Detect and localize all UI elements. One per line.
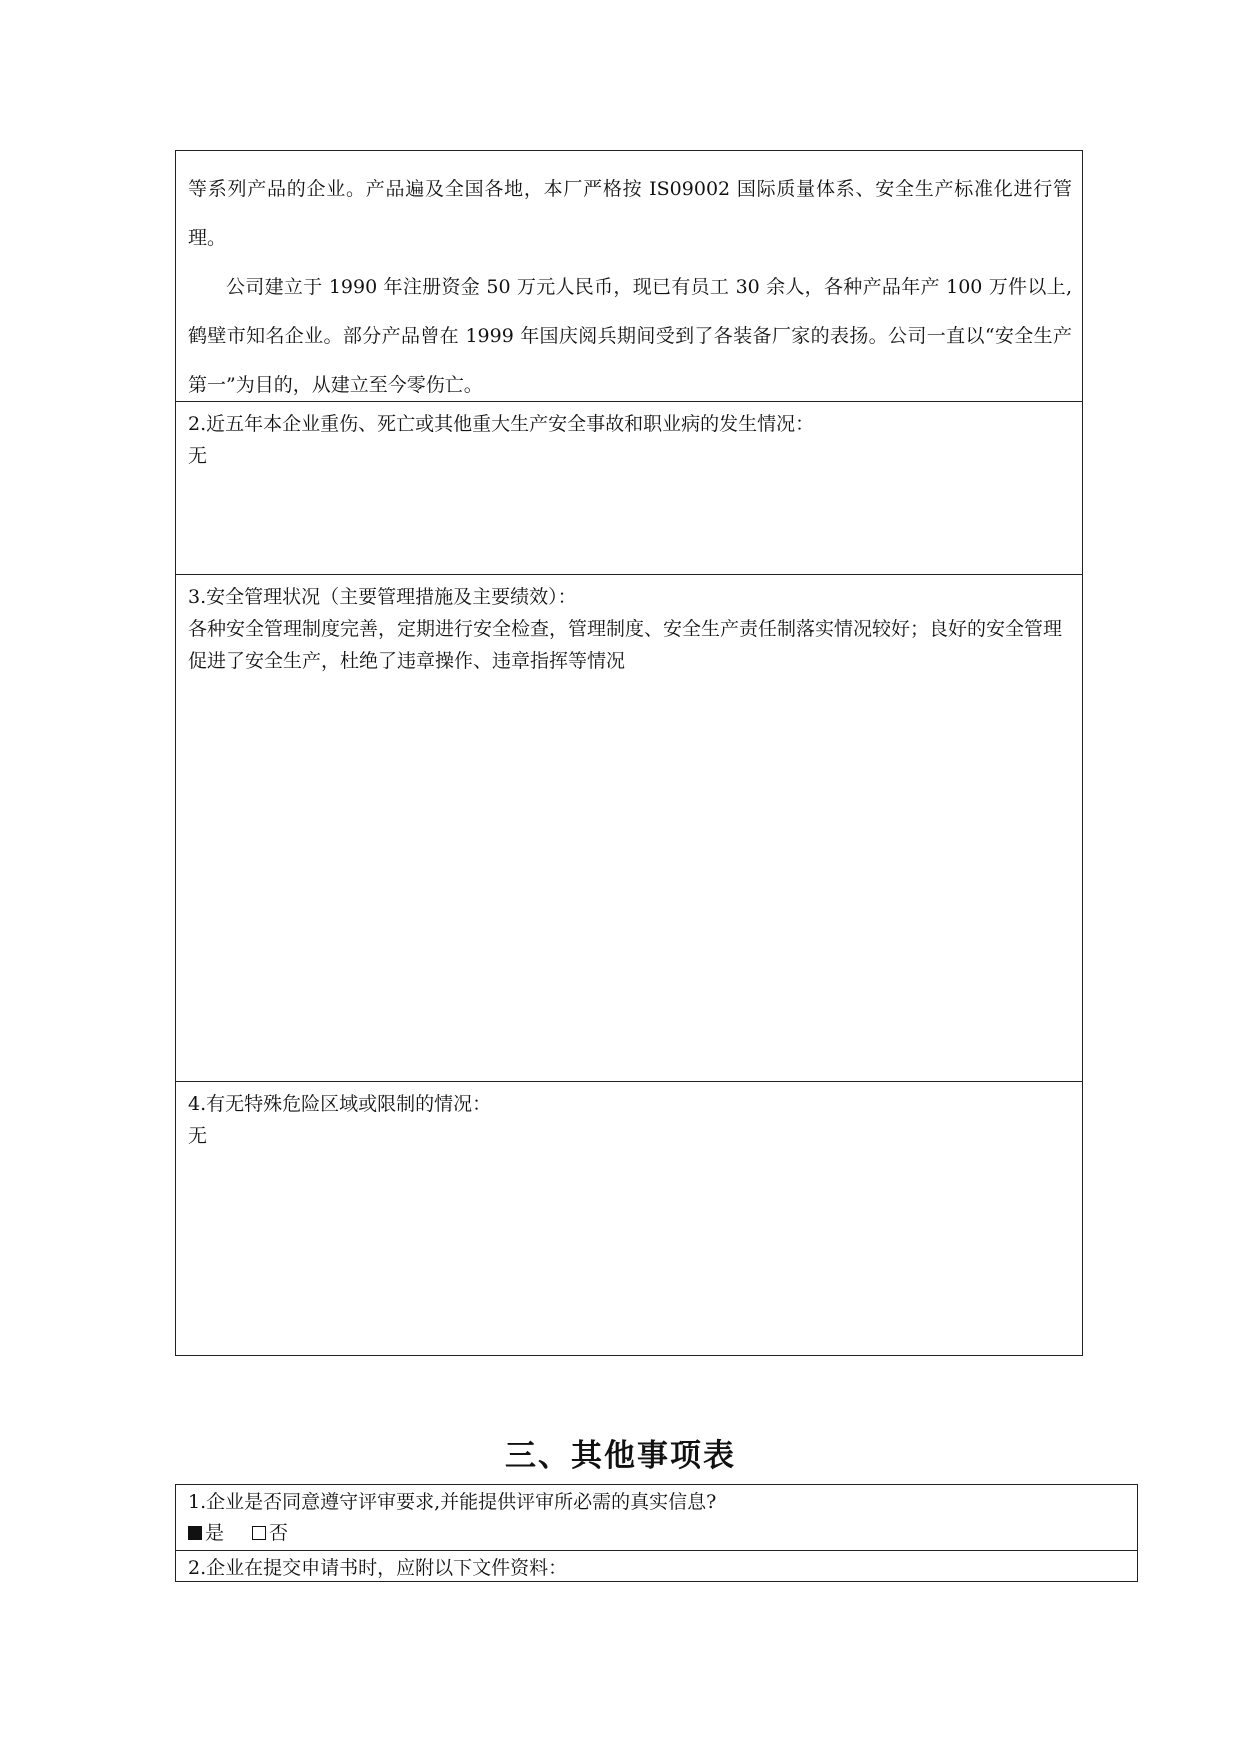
company-intro-cell [176, 151, 1082, 401]
unchecked-box-icon[interactable] [252, 1526, 266, 1540]
other-matters-table [175, 1484, 1138, 1582]
option-no[interactable] [252, 1518, 288, 1549]
hazard-areas-value: 无 [188, 1125, 208, 1147]
accidents-label: 2.近五年本企业重伤、死亡或其他重大生产安全事故和职业病的发生情况： [188, 413, 815, 435]
question-1-label: 1.企业是否同意遵守评审要求,并能提供评审所必需的真实信息? [188, 1491, 717, 1513]
intro-paragraph-2: 公司建立于 1990 年注册资金 50 万元人民币，现已有员工 30 余人，各种产品年产 100 万件以上,鹤壁市知名企业。部分产品曾在 1999 年国庆阅兵期间受到了各装备厂家的表扬。公司一直以“安全生产第一”为目的，从建立至今零伤亡。 [188, 276, 1072, 396]
option-no-label: 否 [269, 1522, 289, 1544]
safety-management-value: 各种安全管理制度完善，定期进行安全检查，管理制度、安全生产责任制落实情况较好；良好的安全管理促进了安全生产，杜绝了违章操作、违章指挥等情况 [188, 618, 1063, 672]
accidents-cell [176, 401, 1082, 574]
option-yes[interactable] [188, 1518, 224, 1549]
intro-paragraph-1: 等系列产品的企业。产品遍及全国各地，本厂严格按 IS09002 国际质量体系、安全生产标准化进行管理。 [188, 178, 1072, 249]
checked-box-icon[interactable] [188, 1526, 202, 1540]
question-2-label: 2.企业在提交申请书时，应附以下文件资料： [188, 1557, 568, 1579]
question-1-options [188, 1522, 316, 1544]
question-1-row [176, 1485, 1137, 1550]
info-table [175, 150, 1083, 1356]
accidents-value: 无 [188, 445, 208, 467]
section-title: 三、其他事项表 [505, 1438, 736, 1474]
safety-management-label: 3.安全管理状况（主要管理措施及主要绩效）： [188, 586, 577, 608]
option-yes-label: 是 [205, 1522, 225, 1544]
hazard-areas-label: 4.有无特殊危险区域或限制的情况： [188, 1093, 492, 1115]
safety-management-cell [176, 574, 1082, 1081]
hazard-areas-cell [176, 1081, 1082, 1355]
question-2-row [176, 1550, 1137, 1581]
